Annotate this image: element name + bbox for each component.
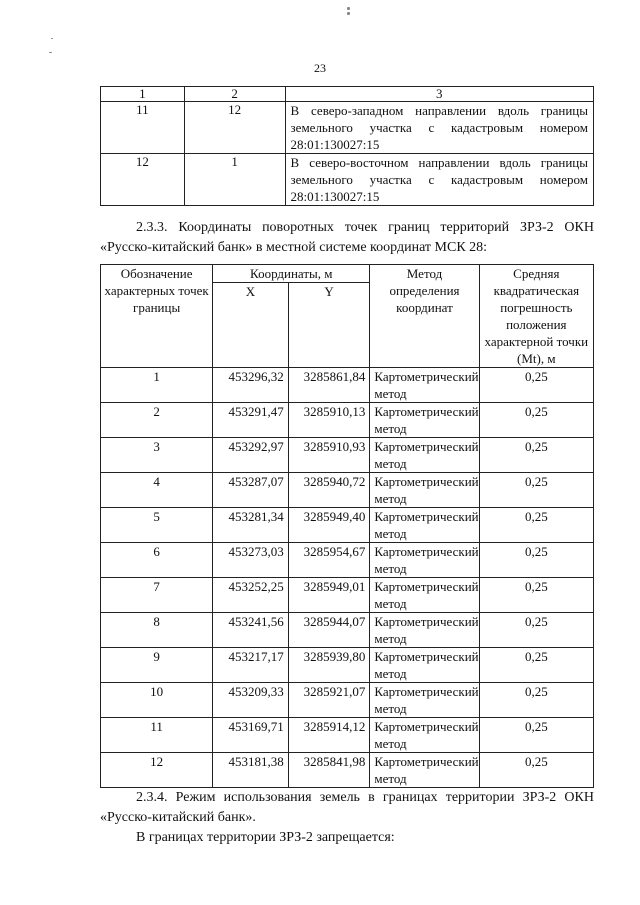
error-cell: 0,25 [479, 473, 593, 508]
segment-description: В северо-западном направлении вдоль границы земельного участка с кадастровым номером 28:01:130027:15 [285, 102, 593, 154]
x-coordinate-cell: 453169,71 [213, 718, 289, 753]
from-point: 11 [101, 102, 185, 154]
table-row [101, 683, 594, 718]
section-2-3-4-heading: 2.3.4. Режим использования земель в границах территории ЗРЗ-2 ОКН «Русско-китайский банк». [100, 790, 594, 825]
error-cell: 0,25 [479, 438, 593, 473]
point-number-cell: 10 [101, 683, 213, 718]
error-cell: 0,25 [479, 753, 593, 788]
method-cell: Картометрический метод [370, 613, 479, 648]
header-cell: 1 [101, 87, 185, 102]
table-row [101, 578, 594, 613]
to-point: 12 [184, 102, 285, 154]
method-cell: Картометрический метод [370, 403, 479, 438]
table-row [101, 368, 594, 403]
point-number-cell: 12 [101, 753, 213, 788]
error-cell: 0,25 [479, 648, 593, 683]
table-header-row [101, 87, 594, 102]
page-number: 23 [314, 61, 326, 75]
table-row [101, 753, 594, 788]
error-cell: 0,25 [479, 368, 593, 403]
x-coordinate-cell: 453252,25 [213, 578, 289, 613]
point-number-cell: 6 [101, 543, 213, 578]
section-2-3-3-heading: 2.3.3. Координаты поворотных точек границ территорий ЗРЗ-2 ОКН «Русско-китайский банк» в местной системе координат МСК 28: [100, 220, 594, 255]
table-row [101, 473, 594, 508]
error-cell: 0,25 [479, 403, 593, 438]
x-coordinate-cell: 453296,32 [213, 368, 289, 403]
point-number-cell: 2 [101, 403, 213, 438]
y-coordinate-cell: 3285861,84 [288, 368, 370, 403]
y-coordinate-cell: 3285949,01 [288, 578, 370, 613]
y-coordinate-cell: 3285841,98 [288, 753, 370, 788]
scan-speck [347, 12, 350, 15]
x-header: X [213, 283, 289, 368]
method-cell: Картометрический метод [370, 368, 479, 403]
point-header: Обозначение характерных точек границы [101, 265, 213, 368]
table-row [101, 154, 594, 206]
to-point: 1 [184, 154, 285, 206]
point-number-cell: 5 [101, 508, 213, 543]
method-cell: Картометрический метод [370, 753, 479, 788]
header-cell: 3 [285, 87, 593, 102]
method-cell: Картометрический метод [370, 543, 479, 578]
table-row [101, 438, 594, 473]
method-cell: Картометрический метод [370, 578, 479, 613]
table-row [101, 613, 594, 648]
segment-description: В северо-восточном направлении вдоль границы земельного участка с кадастровым номером 28:01:130027:15 [285, 154, 593, 206]
method-header: Метод определения координат [370, 265, 479, 368]
table-row [101, 403, 594, 438]
point-number-cell: 9 [101, 648, 213, 683]
method-cell: Картометрический метод [370, 508, 479, 543]
table-row [101, 648, 594, 683]
x-coordinate-cell: 453292,97 [213, 438, 289, 473]
y-coordinate-cell: 3285954,67 [288, 543, 370, 578]
method-cell: Картометрический метод [370, 438, 479, 473]
error-cell: 0,25 [479, 508, 593, 543]
x-coordinate-cell: 453241,56 [213, 613, 289, 648]
y-coordinate-cell: 3285914,12 [288, 718, 370, 753]
method-cell: Картометрический метод [370, 718, 479, 753]
y-header: Y [288, 283, 370, 368]
y-coordinate-cell: 3285940,72 [288, 473, 370, 508]
table-row [101, 543, 594, 578]
table-row [101, 102, 594, 154]
error-header: Средняя квадратическая погрешность положения характерной точки (Mt), м [479, 265, 593, 368]
table-row [101, 508, 594, 543]
y-coordinate-cell: 3285939,80 [288, 648, 370, 683]
scan-speck [49, 52, 52, 53]
y-coordinate-cell: 3285944,07 [288, 613, 370, 648]
error-cell: 0,25 [479, 543, 593, 578]
point-number-cell: 1 [101, 368, 213, 403]
error-cell: 0,25 [479, 718, 593, 753]
point-number-cell: 7 [101, 578, 213, 613]
header-cell: 2 [184, 87, 285, 102]
point-number-cell: 4 [101, 473, 213, 508]
y-coordinate-cell: 3285949,40 [288, 508, 370, 543]
from-point: 12 [101, 154, 185, 206]
x-coordinate-cell: 453281,34 [213, 508, 289, 543]
method-cell: Картометрический метод [370, 648, 479, 683]
x-coordinate-cell: 453217,17 [213, 648, 289, 683]
point-number-cell: 11 [101, 718, 213, 753]
coordinates-table [100, 264, 594, 788]
error-cell: 0,25 [479, 683, 593, 718]
x-coordinate-cell: 453181,38 [213, 753, 289, 788]
point-number-cell: 8 [101, 613, 213, 648]
y-coordinate-cell: 3285921,07 [288, 683, 370, 718]
scan-speck [51, 38, 53, 39]
error-cell: 0,25 [479, 578, 593, 613]
prohibitions-intro: В границах территории ЗРЗ-2 запрещается: [136, 830, 395, 845]
method-cell: Картометрический метод [370, 683, 479, 718]
x-coordinate-cell: 453287,07 [213, 473, 289, 508]
method-cell: Картометрический метод [370, 473, 479, 508]
coordinates-header: Координаты, м [213, 265, 370, 283]
table-row [101, 718, 594, 753]
y-coordinate-cell: 3285910,93 [288, 438, 370, 473]
scan-speck [347, 7, 350, 10]
boundary-description-table [100, 86, 594, 206]
point-number-cell: 3 [101, 438, 213, 473]
y-coordinate-cell: 3285910,13 [288, 403, 370, 438]
error-cell: 0,25 [479, 613, 593, 648]
x-coordinate-cell: 453273,03 [213, 543, 289, 578]
x-coordinate-cell: 453291,47 [213, 403, 289, 438]
x-coordinate-cell: 453209,33 [213, 683, 289, 718]
